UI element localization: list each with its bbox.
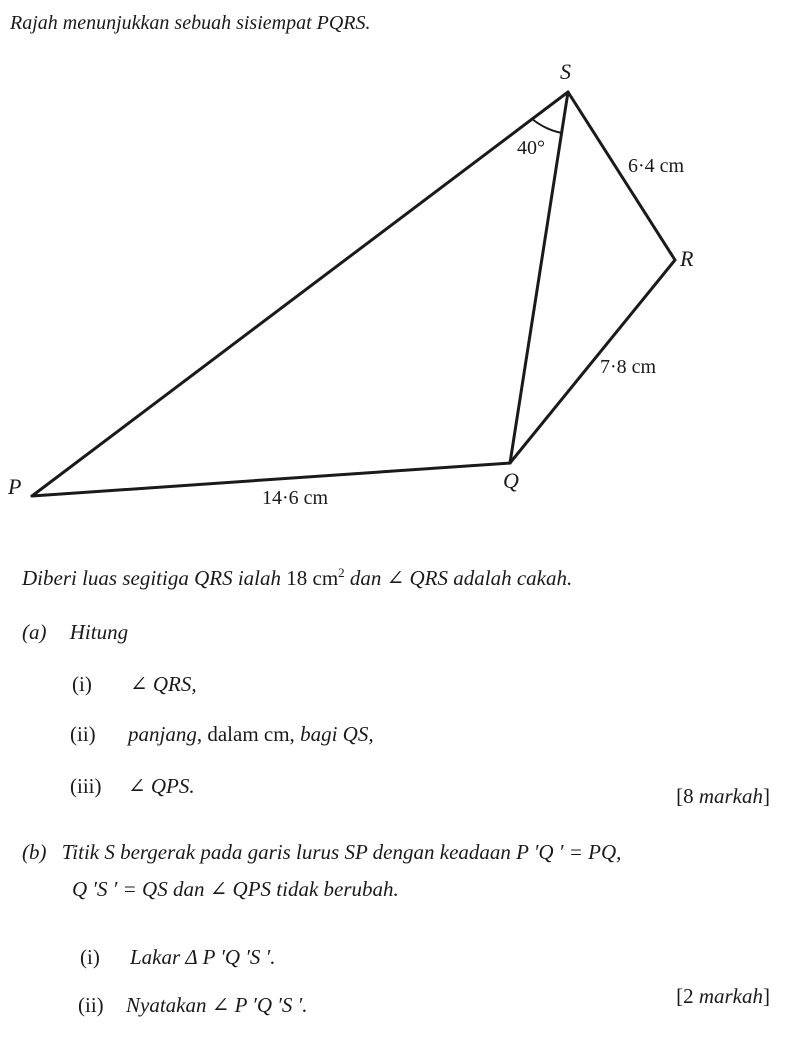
part-a-marks: [8 markah]: [676, 784, 770, 808]
item-number: (i): [80, 945, 100, 969]
item-text: panjang, dalam cm, bagi QS,: [128, 722, 374, 746]
part-a-title: Hitung: [69, 620, 129, 644]
part-a-item-ii: [70, 722, 374, 747]
given-part2: dan ∠ QRS adalah cakah.: [349, 566, 573, 590]
item-text: ∠ QPS.: [128, 774, 195, 798]
side-SR-label: 6·4 cm: [628, 155, 685, 177]
given-part1: Diberi luas segitiga QRS ialah: [22, 566, 281, 590]
part-a-label: (a): [22, 620, 47, 644]
item-number: (i): [72, 672, 92, 696]
part-b-line2: Q ′S ′ = QS dan ∠ QPS tidak berubah.: [72, 877, 399, 901]
side-QR-label: 7·8 cm: [600, 356, 657, 378]
intro-text: Rajah menunjukkan sebuah sisiempat PQRS.: [10, 12, 371, 34]
item-text: Nyatakan ∠ P ′Q ′S ′.: [126, 993, 308, 1017]
part-a-item-iii: [70, 774, 195, 799]
item-number: (iii): [70, 774, 102, 798]
vertex-R-label: R: [680, 246, 694, 271]
part-b-label: (b): [22, 840, 47, 864]
item-number: (ii): [70, 722, 96, 746]
given-statement: [22, 565, 572, 591]
vertex-P-label: P: [8, 474, 22, 499]
part-b-line1: [22, 840, 621, 865]
given-area: 18 $cm^2$: [286, 565, 345, 590]
vertex-S-label: S: [560, 59, 571, 84]
angle-arc-S: [532, 119, 562, 133]
part-b-item-i: [80, 945, 276, 970]
side-PQ-label: 14·6 cm: [262, 487, 329, 509]
part-b-item-ii: [78, 993, 308, 1018]
part-a-item-i: [72, 672, 197, 697]
angle-label-40: 40°: [517, 137, 545, 159]
item-text: Lakar Δ P ′Q ′S ′.: [130, 945, 276, 969]
part-b-text1: Titik S bergerak pada garis lurus SP dengan keadaan P ′Q ′ = PQ,: [61, 840, 622, 864]
item-number: (ii): [78, 993, 104, 1017]
side-SP: [32, 92, 568, 496]
part-a-heading: [22, 620, 128, 645]
part-b-marks: [2 markah]: [676, 984, 770, 1008]
vertex-Q-label: Q: [503, 468, 519, 493]
item-text: ∠ QRS,: [130, 672, 197, 696]
